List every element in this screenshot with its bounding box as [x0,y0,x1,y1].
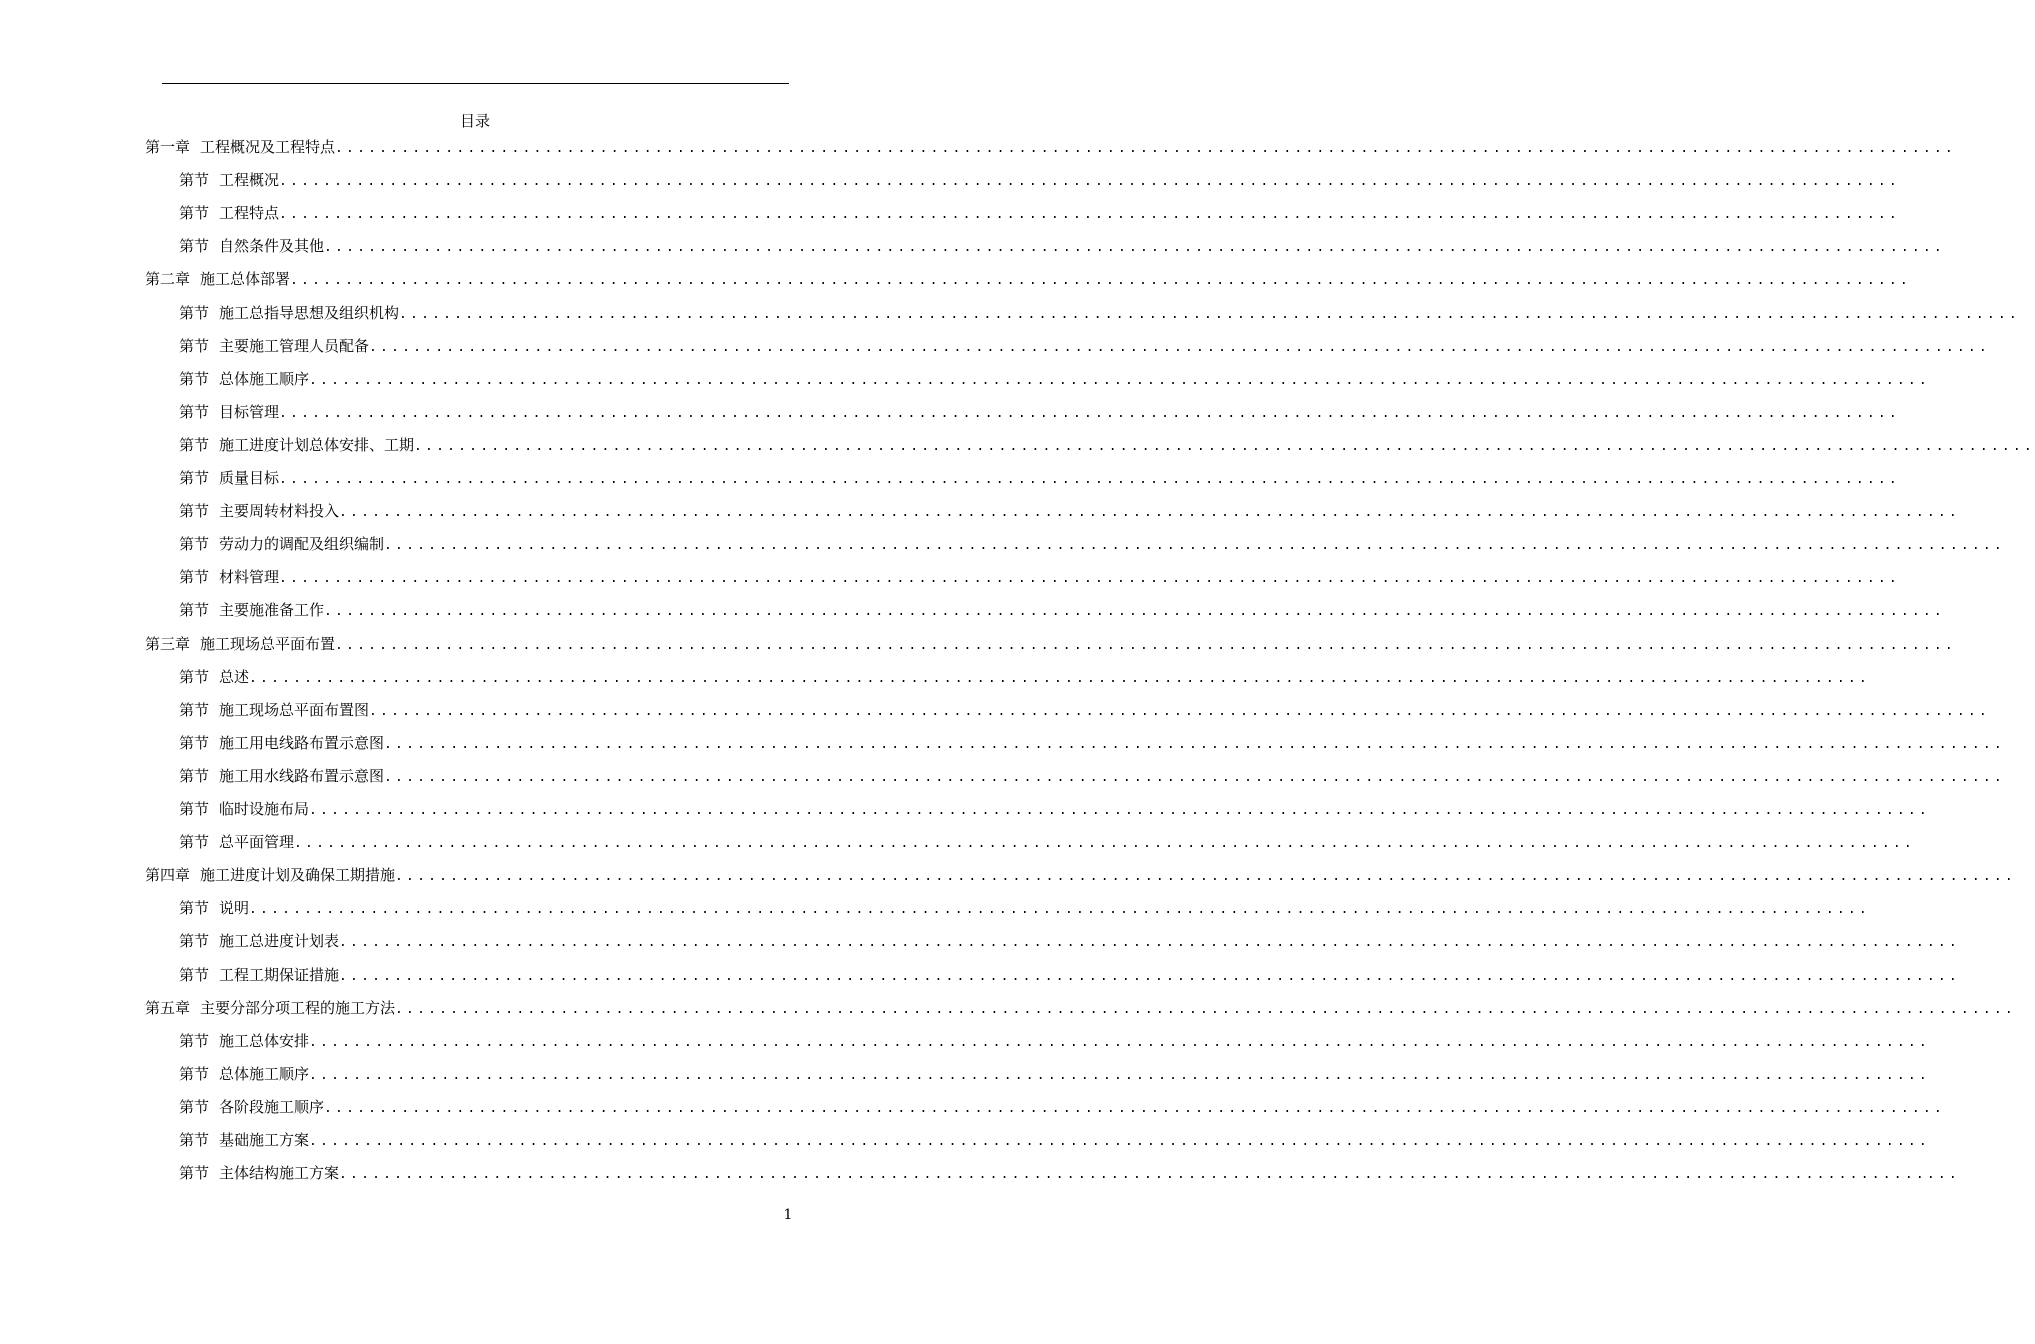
toc-entry [179,234,1945,258]
toc-dot-leader: ................................................................................................................................................... [414,438,2035,454]
toc-entry [179,797,1930,821]
toc-entry-title: 工程概况及工程特点 [200,138,336,156]
toc-section-row[interactable] [0,963,1960,987]
toc-section-row[interactable] [0,433,2035,457]
toc-entry [179,1029,1930,1053]
toc-entry-title: 总体施工顺序 [219,1064,310,1083]
toc-entry-title: 自然条件及其他 [219,237,325,256]
toc-section-row[interactable] [0,896,1870,920]
toc-entry-label: 第节 [179,899,210,918]
toc-section-row[interactable] [0,234,1945,258]
toc-chapter-row[interactable] [0,632,1956,656]
toc-section-row[interactable] [0,797,1930,821]
toc-entry [179,1095,1945,1119]
toc-dot-leader: ................................................................................................................................................... [384,736,2005,752]
toc-entry-label: 第节 [179,1164,210,1183]
toc-entry-title: 说明 [219,899,250,918]
toc-entry [179,334,1990,358]
toc-entry-title: 工程特点 [219,204,280,223]
toc-entry [179,201,1900,225]
toc-section-row[interactable] [0,400,1900,424]
toc-dot-leader: ................................................................................................................................................... [279,405,1900,421]
toc-dot-leader: ................................................................................................................................................... [309,1134,1930,1149]
toc-entry-title: 质量目标 [219,469,280,487]
toc-dot-leader: ................................................................................................................................................... [279,472,1900,487]
toc-entry-title: 施工总体部署 [200,270,291,289]
toc-entry [179,698,1990,722]
toc-dot-leader: ................................................................................................................................................... [309,803,1930,818]
toc-section-row[interactable] [0,168,1900,192]
toc-entry [179,1062,1930,1086]
toc-dot-leader: ................................................................................................................................................... [395,869,2016,885]
toc-entry-label: 第节 [179,1131,210,1149]
toc-entry [179,1128,1930,1152]
toc-entry-title: 工程概况 [219,171,280,190]
toc-entry-title: 施工总指导思想及组织机构 [219,303,400,322]
toc-section-row[interactable] [0,830,1915,854]
toc-section-row[interactable] [0,334,1990,358]
toc-dot-leader: ................................................................................................................................................... [335,637,1956,653]
toc-entry-label: 第节 [179,965,210,984]
toc-entry-title: 总平面管理 [219,833,295,852]
toc-dot-leader: ................................................................................................................................................... [249,902,1870,918]
toc-entry-title: 施工总体安排 [219,1031,310,1050]
toc-dot-leader: ................................................................................................................................................... [249,670,1870,686]
toc-entry [179,433,2035,457]
toc-entry-title: 目标管理 [219,402,280,421]
toc-entry [145,135,1956,159]
toc-entry-label: 第节 [179,800,210,818]
toc-chapter-row[interactable] [0,863,2016,887]
toc-entry [179,400,1900,424]
toc-entry [179,367,1930,391]
toc-entry-label: 第五章 [145,998,191,1017]
toc-dot-leader: ................................................................................................................................................... [339,505,1960,521]
toc-entry-title: 材料管理 [219,568,280,587]
toc-entry-title: 主要施准备工作 [219,601,325,620]
toc-entry-label: 第节 [179,1064,210,1083]
toc-entry-label: 第节 [179,700,210,719]
toc-entry [179,665,1870,689]
toc-entry-label: 第节 [179,237,210,256]
toc-entry-label: 第节 [179,601,210,620]
toc-dot-leader: ................................................................................................................................................... [399,306,2020,322]
toc-entry-label: 第节 [179,733,210,752]
toc-entry-title: 主要分部分项工程的施工方法 [200,998,396,1017]
toc-entry-title: 工程工期保证措施 [219,965,340,984]
toc-entry-label: 第节 [179,833,210,852]
toc-entry-label: 第节 [179,932,210,951]
toc-entry-title: 主要施工管理人员配备 [219,336,370,355]
toc-section-row[interactable] [0,1161,1960,1185]
toc-entry [179,532,2005,556]
toc-entry [179,168,1900,192]
toc-entry-title: 总述 [219,667,250,686]
toc-section-row[interactable] [0,665,1870,689]
toc-section-row[interactable] [0,301,2020,325]
toc-entry-title: 施工总进度计划表 [219,932,340,951]
toc-entry-label: 第三章 [145,634,191,653]
toc-title: 目录 [459,112,490,130]
toc-entry [145,996,2016,1020]
toc-dot-leader: ................................................................................................................................................... [309,372,1930,388]
toc-entry [179,830,1915,854]
toc-entry [179,896,1870,920]
toc-entry [179,499,1960,523]
toc-section-row[interactable] [0,201,1900,225]
toc-dot-leader: ................................................................................................................................................... [395,1001,2016,1017]
toc-entry-title: 主要周转材料投入 [219,502,340,521]
toc-entry-label: 第节 [179,435,210,454]
toc-entry [145,863,2016,887]
toc-entry [179,963,1960,987]
toc-entry-title: 临时设施布局 [219,800,310,818]
toc-entry-title: 基础施工方案 [219,1131,310,1149]
toc-entry-label: 第节 [179,766,210,785]
toc-chapter-row[interactable] [0,267,1911,291]
toc-section-row[interactable] [0,532,2005,556]
toc-entry-label: 第一章 [145,138,191,156]
toc-entry-title: 施工现场总平面布置图 [219,700,370,719]
toc-dot-leader: ................................................................................................................................................... [279,174,1900,190]
toc-dot-leader: ................................................................................................................................................... [324,1100,1945,1116]
toc-section-row[interactable] [0,698,1990,722]
toc-entry [179,598,1945,622]
toc-entry-label: 第节 [179,204,210,223]
toc-entry-label: 第节 [179,568,210,587]
toc-dot-leader: ................................................................................................................................................... [324,240,1945,256]
toc-entry-label: 第节 [179,336,210,355]
toc-entry-label: 第节 [179,1031,210,1050]
toc-entry-title: 各阶段施工顺序 [219,1097,325,1116]
toc-section-row[interactable] [0,731,2005,755]
toc-section-row[interactable] [0,929,1960,953]
toc-entry-label: 第节 [179,303,210,322]
toc-chapter-row[interactable] [0,996,2016,1020]
toc-entry-label: 第节 [179,1097,210,1116]
toc-entry-title: 劳动力的调配及组织编制 [219,535,385,554]
toc-entry-label: 第四章 [145,866,191,885]
toc-entry-title: 施工进度计划总体安排、工期 [219,435,415,454]
toc-section-row[interactable] [0,1029,1930,1053]
toc-entry [179,466,1900,490]
toc-dot-leader: ................................................................................................................................................... [384,769,2005,785]
toc-entry-label: 第节 [179,402,210,421]
toc-section-row[interactable] [0,1128,1930,1152]
toc-dot-leader: ................................................................................................................................................... [369,703,1990,719]
toc-dot-leader: ................................................................................................................................................... [335,141,1956,156]
toc-section-row[interactable] [0,598,1945,622]
toc-entry [179,565,1900,589]
toc-entry-title: 施工进度计划及确保工期措施 [200,866,396,885]
toc-dot-leader: ................................................................................................................................................... [369,339,1990,355]
toc-entry-label: 第节 [179,535,210,554]
toc-dot-leader: ................................................................................................................................................... [339,935,1960,951]
toc-entry-title: 施工用水线路布置示意图 [219,766,385,785]
toc-section-row[interactable] [0,764,2005,788]
toc-entry [179,301,2020,325]
toc-entry [179,1161,1960,1185]
toc-section-row[interactable] [0,1095,1945,1119]
toc-entry [179,929,1960,953]
toc-entry-label: 第节 [179,667,210,686]
toc-entry-label: 第节 [179,469,210,487]
toc-dot-leader: ................................................................................................................................................... [324,604,1945,620]
toc-dot-leader: ................................................................................................................................................... [279,571,1900,587]
toc-section-row[interactable] [0,1062,1930,1086]
toc-dot-leader: ................................................................................................................................................... [384,538,2005,554]
toc-entry [179,764,2005,788]
toc-dot-leader: ................................................................................................................................................... [309,1034,1930,1050]
toc-entry-title: 总体施工顺序 [219,369,310,388]
header-rule [162,83,789,84]
toc-entry-label: 第节 [179,502,210,521]
toc-entry-title: 施工现场总平面布置 [200,634,336,653]
toc-entry [179,731,2005,755]
toc-section-row[interactable] [0,466,1900,490]
page-number: 1 [783,1207,793,1223]
toc-entry-label: 第节 [179,171,210,190]
toc-dot-leader: ................................................................................................................................................... [339,1167,1960,1183]
toc-dot-leader: ................................................................................................................................................... [339,968,1960,984]
toc-entry-title: 主体结构施工方案 [219,1164,340,1183]
toc-dot-leader: ................................................................................................................................................... [290,273,1911,289]
toc-entry-label: 第节 [179,369,210,388]
toc-chapter-row[interactable] [0,135,1956,159]
toc-entry-title: 施工用电线路布置示意图 [219,733,385,752]
toc-dot-leader: ................................................................................................................................................... [294,836,1915,852]
toc-dot-leader: ................................................................................................................................................... [279,207,1900,223]
toc-entry [145,632,1956,656]
toc-section-row[interactable] [0,367,1930,391]
toc-section-row[interactable] [0,499,1960,523]
toc-dot-leader: ................................................................................................................................................... [309,1067,1930,1083]
toc-entry-label: 第二章 [145,270,191,289]
toc-section-row[interactable] [0,565,1900,589]
toc-entry [145,267,1911,291]
